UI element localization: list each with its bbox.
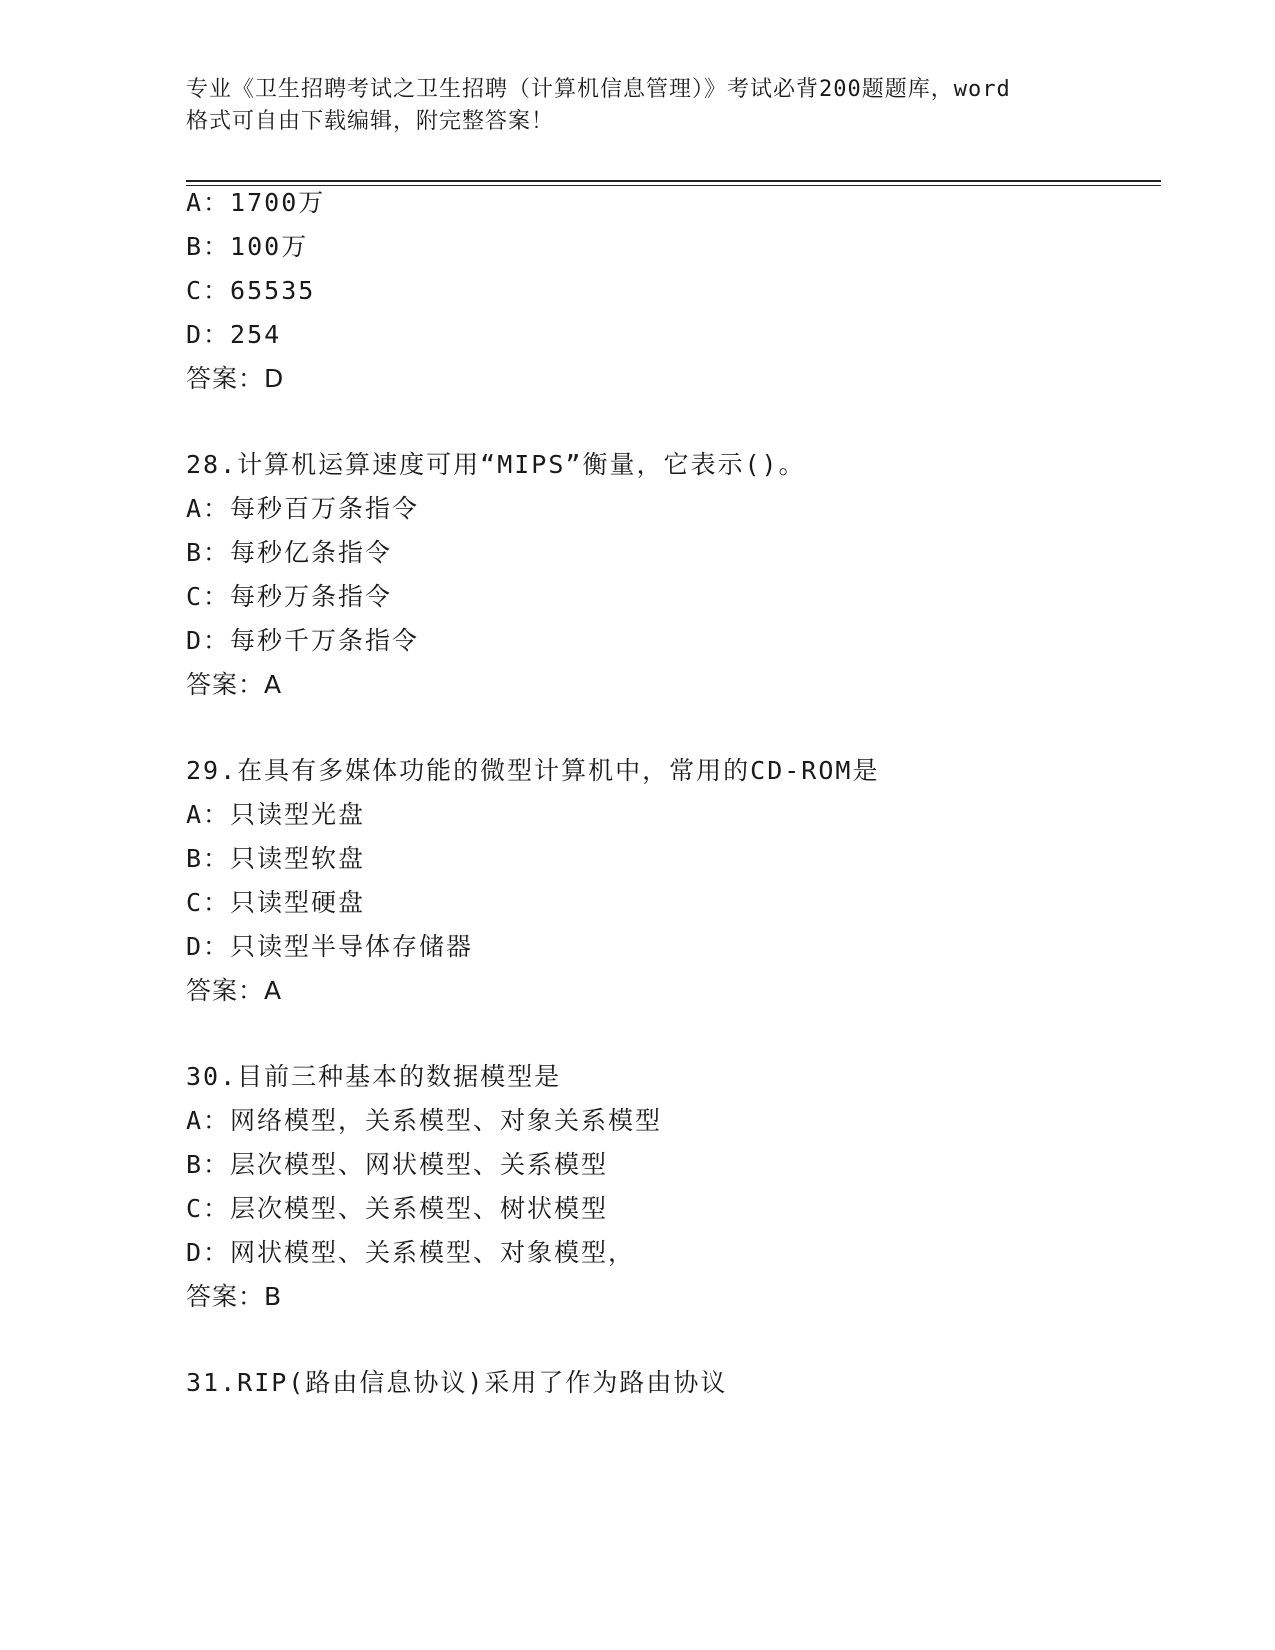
- q27-answer: 答案：D: [186, 364, 285, 393]
- q30-option-d: D：网状模型、关系模型、对象模型，: [186, 1238, 636, 1267]
- q27-option-d: D：254: [186, 320, 282, 349]
- q27-option-c: C：65535: [186, 276, 316, 305]
- q29-option-a: A：只读型光盘: [186, 800, 366, 829]
- q30-option-a: A：网络模型，关系模型、对象关系模型: [186, 1106, 663, 1135]
- q29-answer: 答案：A: [186, 976, 283, 1005]
- q27-option-b: B：100万: [186, 232, 309, 261]
- q28-option-c: C：每秒万条指令: [186, 582, 393, 611]
- q30-answer: 答案：B: [186, 1282, 283, 1311]
- q28-option-b: B：每秒亿条指令: [186, 538, 393, 567]
- q29-option-b: B：只读型软盘: [186, 844, 366, 873]
- q28-option-a: A：每秒百万条指令: [186, 494, 420, 523]
- q30-option-b: B：层次模型、网状模型、关系模型: [186, 1150, 609, 1179]
- header-divider: [186, 180, 1161, 186]
- q29-question: 29.在具有多媒体功能的微型计算机中，常用的CD-ROM是: [186, 756, 880, 785]
- q28-answer: 答案：A: [186, 670, 283, 699]
- document-header: [186, 74, 1086, 138]
- q27-option-a: A：1700万: [186, 188, 326, 217]
- q28-option-d: D：每秒千万条指令: [186, 626, 420, 655]
- q29-option-d: D：只读型半导体存储器: [186, 932, 474, 961]
- q28-question: 28.计算机运算速度可用“MIPS”衡量，它表示()。: [186, 450, 806, 479]
- q29-option-c: C：只读型硬盘: [186, 888, 366, 917]
- q30-option-c: C：层次模型、关系模型、树状模型: [186, 1194, 609, 1223]
- q31-question: 31.RIP(路由信息协议)采用了作为路由协议: [186, 1368, 728, 1397]
- q30-question: 30.目前三种基本的数据模型是: [186, 1062, 562, 1091]
- header-title-line-1: 专业《卫生招聘考试之卫生招聘（计算机信息管理）》考试必背200题题库，word: [186, 77, 1011, 102]
- header-title-line-2: 格式可自由下载编辑，附完整答案！: [186, 109, 555, 134]
